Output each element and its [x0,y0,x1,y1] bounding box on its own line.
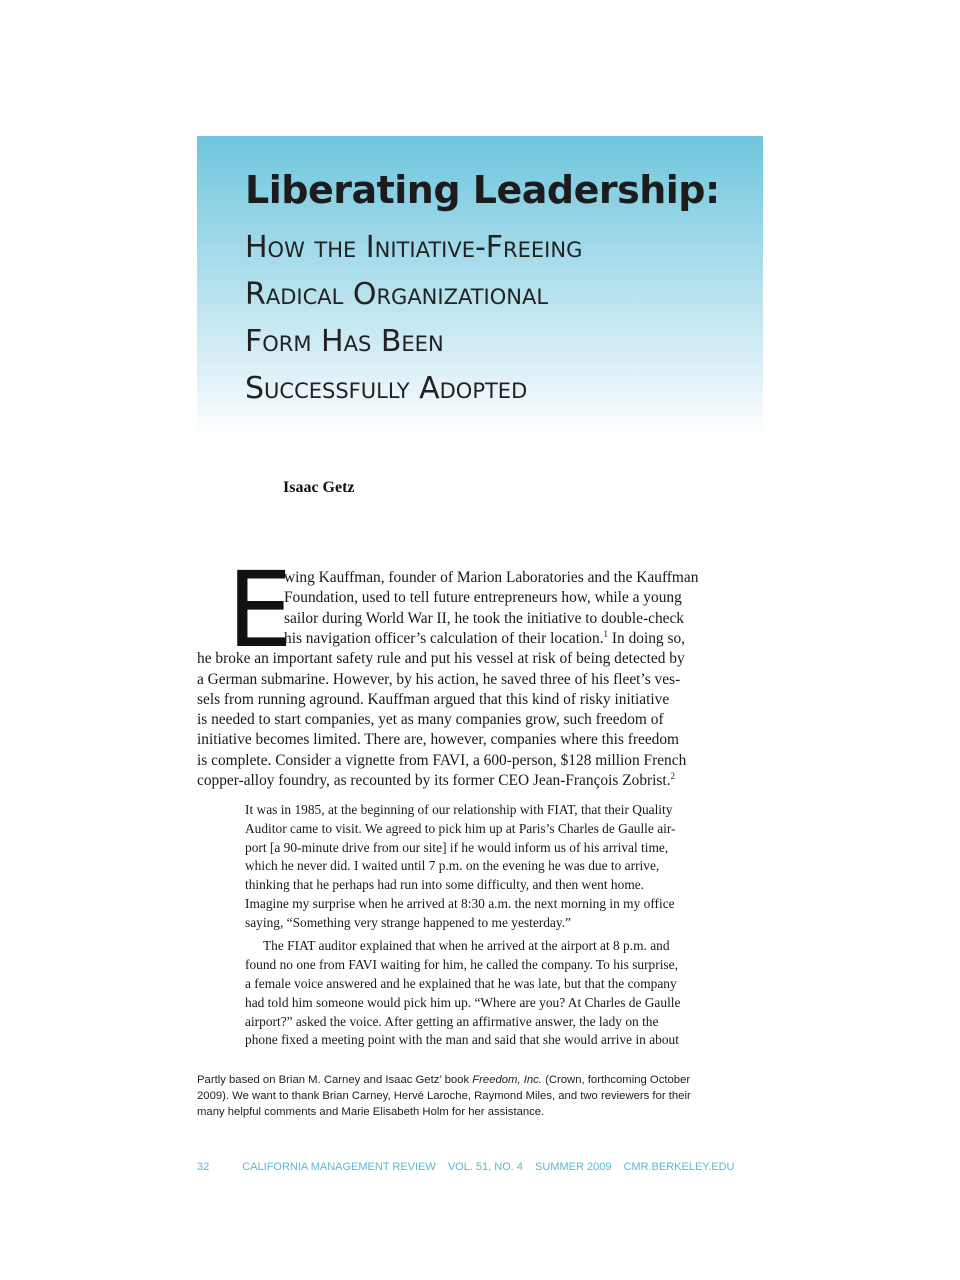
footnote-text: Partly based on Brian M. Carney and Isaac Getz’ book [197,1074,473,1086]
page-number: 32 [197,1161,210,1173]
journal-name: CALIFORNIA MANAGEMENT REVIEW [242,1161,436,1173]
article-title: Liberating Leadership: [245,168,720,212]
subtitle-line: Successfully Adopted [245,371,528,406]
journal-website: CMR.BERKELEY.EDU [623,1161,735,1173]
body-line-text: copper-alloy foundry, as recounted by its former CEO Jean-François Zobrist. [197,772,671,789]
quote-line: Auditor came to visit. We agreed to pick him up at Paris’s Charles de Gaulle air- [245,820,676,836]
issue-info: SUMMER 2009 [535,1161,612,1173]
quote-line: thinking that he perhaps had run into some difficulty, and then went home. [245,877,645,893]
quote-line: which he never did. I waited until 7 p.m. on the evening he was due to arrive, [245,858,660,874]
quote-line: Imagine my surprise when he arrived at 8:30 a.m. the next morning in my office [245,896,675,911]
body-line: is needed to start companies, yet as many companies grow, such freedom of [197,711,664,729]
title-banner [197,136,763,436]
book-title: Freedom, Inc. [472,1074,542,1086]
subtitle-line: Form Has Been [245,324,444,359]
volume-info: VOL. 51, NO. 4 [447,1161,524,1173]
quote-line: port [a 90-minute drive from our site] if he would inform us of his arrival time, [245,839,669,855]
quote-line: found no one from FAVI waiting for him, he called the company. To his surprise, [245,957,678,973]
page-footer [197,1161,797,1173]
quote-line: It was in 1985, at the beginning of our relationship with FIAT, that their Quality [245,802,673,817]
body-line: initiative becomes limited. There are, however, companies where this freedom [197,731,680,749]
author-name: Isaac Getz [283,479,355,496]
quote-line: The FIAT auditor explained that when he arrived at the airport at 8 p.m. and [263,938,670,954]
footnote [197,1072,763,1120]
footnote-line [197,1072,763,1088]
body-line [197,771,675,791]
drop-cap: E [227,549,293,671]
body-line: a German submarine. However, by his action, he saved three of his fleet’s ves- [197,670,681,688]
footnote-text: (Crown, forthcoming October [541,1074,691,1086]
article-subtitle [245,224,582,412]
footnote-ref: 2 [670,770,676,781]
body-line: he broke an important safety rule and put his vessel at risk of being detected by [197,650,685,668]
quote-line: had told him someone would pick him up. “Where are you? At Charles de Gaulle [245,994,681,1010]
body-line: wing Kauffman, founder of Marion Laboratories and the Kauffman [284,569,699,586]
footnote-ref: 1 [603,628,609,639]
body-line: is complete. Consider a vignette from FAVI, a 600-person, $128 million French [197,751,687,769]
subtitle-line: How the Initiative-Freeing [245,230,583,265]
footnote-line: many helpful comments and Marie Elisabeth Holm for her assistance. [197,1106,545,1118]
body-line: Foundation, used to tell future entrepreneurs how, while a young [284,589,682,607]
quote-line: airport?” asked the voice. After getting an affirmative answer, the lady on the [245,1013,659,1029]
quote-line: saying, “Something very strange happened to me yesterday.” [245,914,571,930]
subtitle-line: Radical Organizational [245,277,549,312]
quote-line: phone fixed a meeting point with the man and said that she would arrive in about [245,1032,679,1048]
body-line [284,629,685,649]
footnote-line: 2009). We want to thank Brian Carney, Hervé Laroche, Raymond Miles, and two reviewers for their [197,1090,691,1102]
quote-line: a female voice answered and he explained that he was late, but that the company [245,976,677,991]
body-line: sels from running aground. Kauffman argued that this kind of risky initiative [197,690,670,708]
body-line-text: In doing so, [608,629,686,647]
body-line: sailor during World War II, he took the initiative to double-check [284,609,684,627]
body-line-text: his navigation officer’s calculation of their location. [284,629,604,647]
